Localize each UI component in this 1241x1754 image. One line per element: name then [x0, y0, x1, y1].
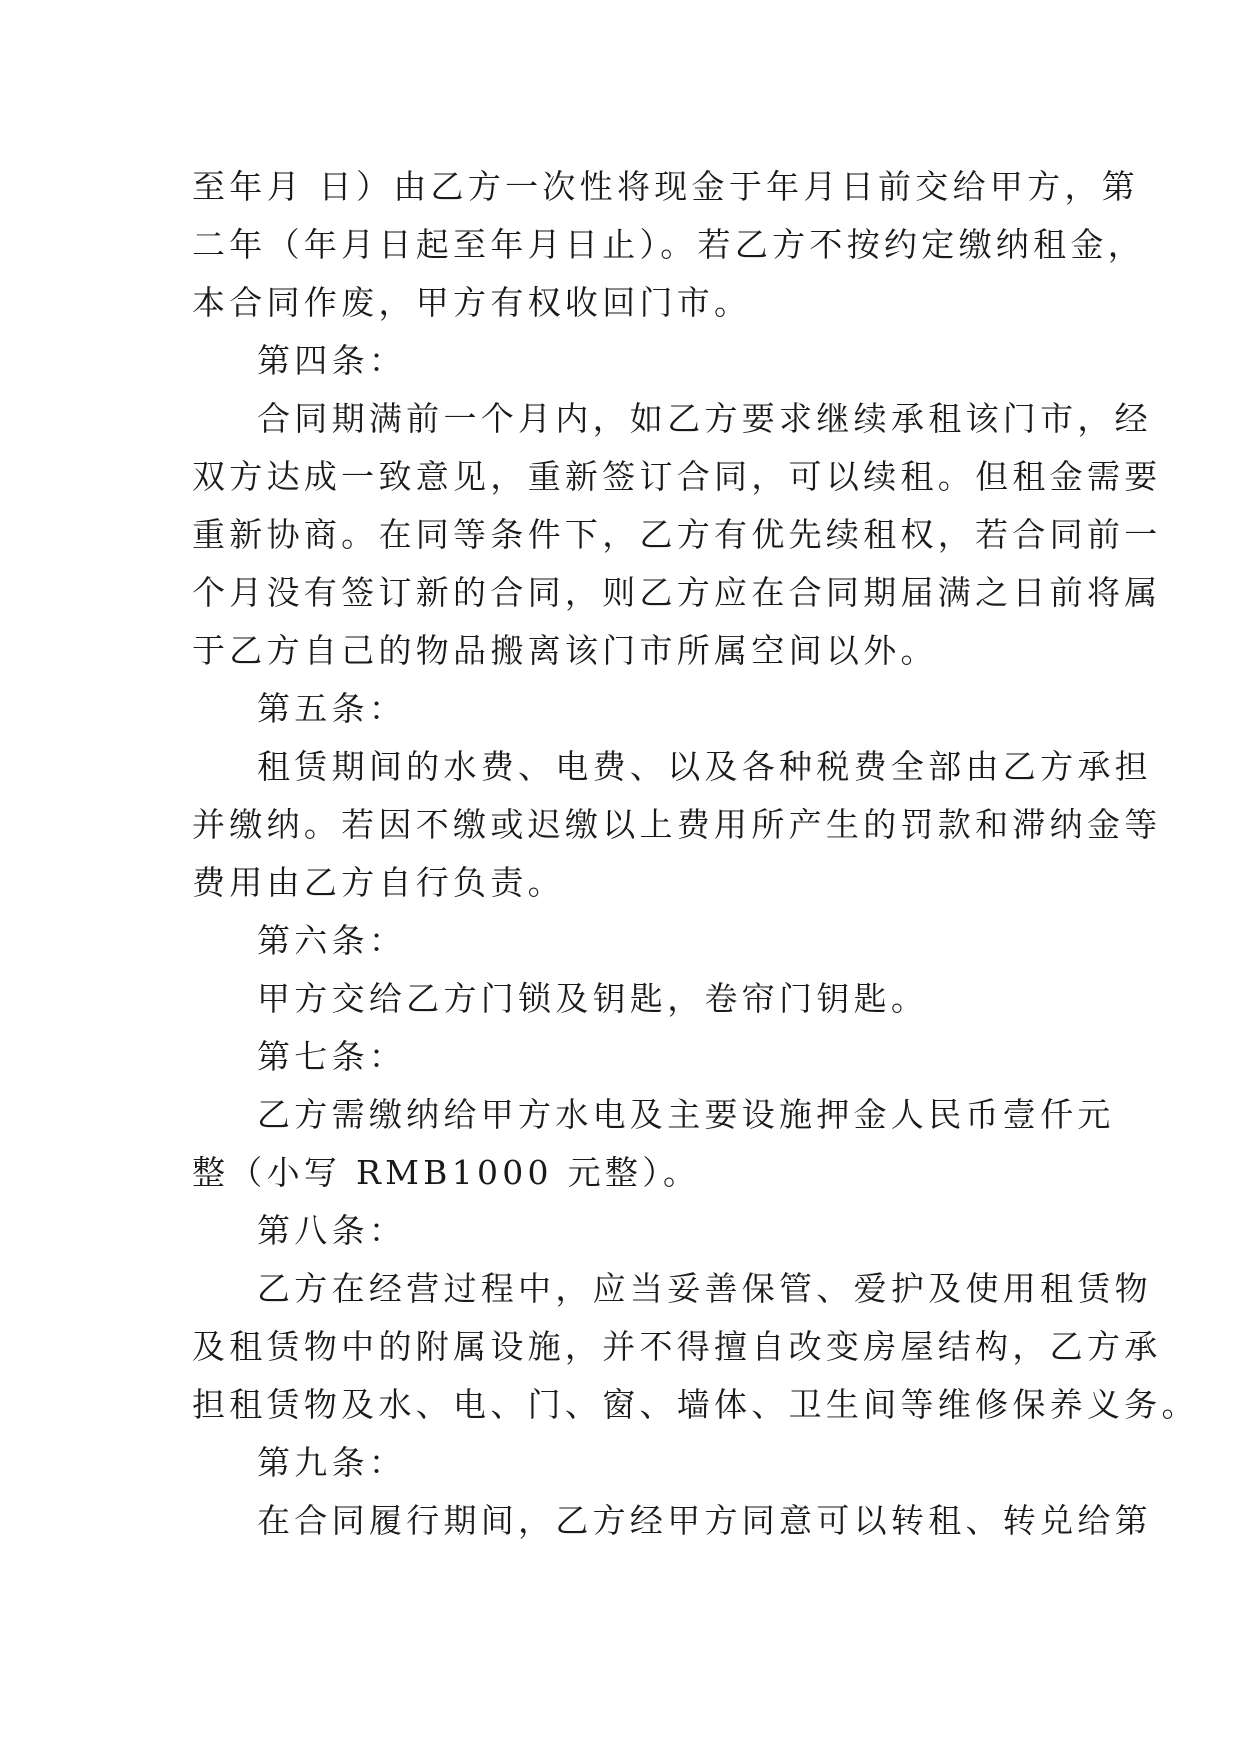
article-heading: 第七条： — [257, 1037, 407, 1076]
paragraph-line: 担租赁物及水、电、门、窗、墙体、卫生间等维修保养义务。 — [192, 1385, 1199, 1424]
paragraph-line: 于乙方自己的物品搬离该门市所属空间以外。 — [192, 631, 938, 670]
paragraph-line: 甲方交给乙方门锁及钥匙，卷帘门钥匙。 — [257, 979, 929, 1018]
paragraph-line: 乙方需缴纳给甲方水电及主要设施押金人民币壹仟元 — [257, 1095, 1115, 1134]
article-heading: 第六条： — [257, 921, 407, 960]
paragraph-line: 及租赁物中的附属设施，并不得擅自改变房屋结构，乙方承 — [192, 1327, 1162, 1366]
paragraph-line: 双方达成一致意见，重新签订合同，可以续租。但租金需要 — [192, 457, 1162, 496]
paragraph-line: 合同期满前一个月内，如乙方要求继续承租该门市，经 — [257, 399, 1152, 438]
article-heading: 第八条： — [257, 1211, 407, 1250]
paragraph-line: 费用由乙方自行负责。 — [192, 863, 565, 902]
document-page — [192, 158, 1199, 1550]
article-heading: 第四条： — [257, 341, 407, 380]
paragraph-line: 至年月 日）由乙方一次性将现金于年月日前交给甲方，第 — [192, 167, 1140, 206]
paragraph-line: 在合同履行期间，乙方经甲方同意可以转租、转兑给第 — [257, 1501, 1152, 1540]
paragraph-line: 租赁期间的水费、电费、以及各种税费全部由乙方承担 — [257, 747, 1152, 786]
paragraph-line: 整（小写 RMB1000 元整）。 — [192, 1153, 701, 1192]
paragraph-line: 重新协商。在同等条件下，乙方有优先续租权，若合同前一 — [192, 515, 1162, 554]
paragraph-line: 个月没有签订新的合同，则乙方应在合同期届满之日前将属 — [192, 573, 1162, 612]
paragraph-line: 并缴纳。若因不缴或迟缴以上费用所产生的罚款和滞纳金等 — [192, 805, 1162, 844]
article-heading: 第九条： — [257, 1443, 407, 1482]
article-heading: 第五条： — [257, 689, 407, 728]
paragraph-line: 乙方在经营过程中，应当妥善保管、爱护及使用租赁物 — [257, 1269, 1152, 1308]
paragraph-line: 二年（年月日起至年月日止）。若乙方不按约定缴纳租金， — [192, 225, 1146, 264]
paragraph-line: 本合同作废，甲方有权收回门市。 — [192, 283, 752, 322]
